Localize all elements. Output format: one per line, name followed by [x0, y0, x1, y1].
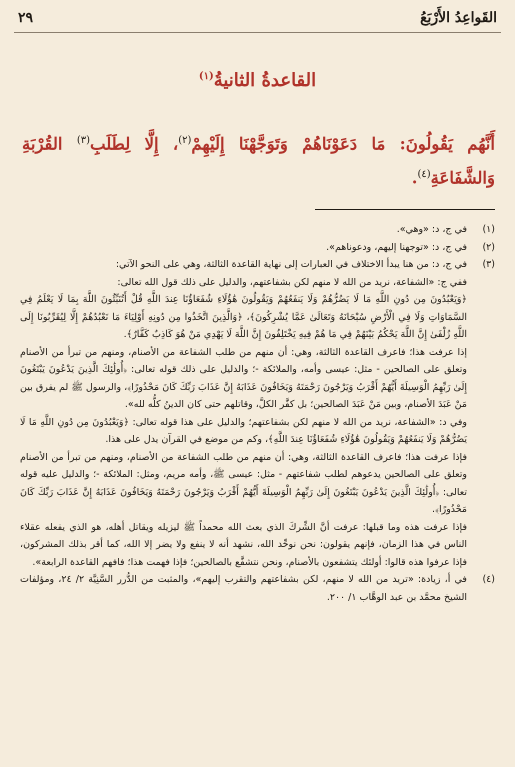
footnotes — [20, 221, 495, 606]
footnote-ref-4: (٤) — [417, 168, 431, 180]
footnote-ref-1: (١) — [198, 71, 214, 82]
footnote-paragraph: ففي ج: «الشفاعة، نريد من الله لا منهم لكن بشفاعتهم، والدليل على ذلك قول الله تعالى: — [117, 276, 467, 288]
footnote-number: (١) — [482, 224, 495, 235]
footnote-number: (٣) — [482, 259, 495, 270]
footnote-text: في ج، د: «وهي». — [396, 224, 467, 235]
footnote-paragraph: إذا عرفت هذا؛ فاعرف القاعدة الثالثة، وهي: أن منهم من طلب الشفاعة من الأصنام، ومنهم من تبرأ من الأصنام وتعلق على الصالحين - مثل: عيسى وأمه، والملائكة -؛ والدليل على ذلك قوله تعالى: ﴿أُولَٰئِكَ الَّذِينَ يَدْعُونَ يَبْتَغُونَ إِلَىٰ رَبِّهِمُ الْوَسِيلَةَ أَيُّهُمْ أَقْرَبُ وَيَرْجُونَ رَحْمَتَهُ وَيَخَافُونَ عَذَابَهُ إِنَّ عَذَابَ رَبِّكَ كَانَ مَحْذُورًا﴾، والرسول ﷺ لم يفرق بين مَنْ عَبَدَ الأصنام، وبين مَنْ عَبَدَ الصالحين؛ بل كفَّر الكلَّ، وقاتلهم حتى كان الدينُ كلُّه لله». — [20, 346, 467, 410]
footnote-ref-3: (٣) — [76, 135, 91, 146]
footnote-4 — [20, 571, 495, 606]
footnote-paragraph: فإذا عرفت هذه وما قبلها: عرفت أنَّ الشِّركَ الذي بعث الله محمداً ﷺ ليزيله ويقاتل أهله، هو الذي يفعله عقلاء الناس في هذا الزمان، فإنهم يقولون: نحن نوحِّد الله، نشهد أنه لا ينفع ولا يضر إلا الله، كما أقر بذلك المشركون، فإذا عرفوا هذه قالوا: أولئك يتشفعون بالأصنام، ونحن نتشفَّع بالصالحين؛ فإذا فهمت هذا؛ فافهم القاعدة الرابعة». — [20, 521, 467, 568]
main-text-part-3: القُرْبَةِ وَالشَّفَاعَةِ — [22, 134, 495, 187]
footnote-text: في ج، د: «توجهنا إليهم، ودعوناهم». — [326, 241, 467, 253]
footnote-number: (٤) — [482, 574, 495, 585]
page-header — [14, 4, 501, 33]
quran-verse: ﴿وَيَعْبُدُونَ مِن دُونِ اللَّهِ مَا لَا يَضُرُّهُمْ وَلَا يَنفَعُهُمْ وَيَقُولُونَ هَٰؤُلَاءِ شُفَعَاؤُنَا عِندَ اللَّهِ قُلْ أَتُنَبِّئُونَ اللَّهَ بِمَا لَا يَعْلَمُ فِي السَّمَاوَاتِ وَلَا فِي الْأَرْضِ سُبْحَانَهُ وَتَعَالَىٰ عَمَّا يُشْرِكُونَ﴾، ﴿وَالَّذِينَ اتَّخَذُوا مِن دُونِهِ أَوْلِيَاءَ مَا نَعْبُدُهُمْ إِلَّا لِيُقَرِّبُونَا إِلَى اللَّهِ زُلْفَىٰ إِنَّ اللَّهَ يَحْكُمُ بَيْنَهُمْ فِي مَا هُمْ فِيهِ يَخْتَلِفُونَ إِنَّ اللَّهَ لَا يَهْدِي مَنْ هُوَ كَاذِبٌ كَفَّارٌ﴾. — [20, 294, 467, 340]
footnote-paragraph: وفي د: «الشفاعة، نريد من الله لا منهم لكن بشفاعتهم؛ والدليل على هذا قوله تعالى: ﴿وَيَعْبُدُونَ مِن دُونِ اللَّهِ مَا لَا يَضُرُّهُمْ وَلَا يَنفَعُهُمْ وَيَقُولُونَ هَٰؤُلَاءِ شُفَعَاؤُنَا عِندَ اللَّهِ﴾، وكم من موضع في القرآن يدل على هذا. — [20, 416, 467, 445]
footnote-paragraph: في ج، د: من هنا يبدأ الاختلاف في العبارات إلى نهاية القاعدة الثالثة، وهي على النحو الآتي: — [115, 259, 467, 270]
section-title-text: القاعدةُ الثانيةُ — [213, 70, 317, 91]
main-text-part-1: أَنَّهُم يَقُولُونَ: مَا دَعَوْنَاهُمْ وَتَوَجَّهْنَا إِلَيْهِمْ — [191, 134, 495, 154]
footnote-paragraph: فإذا عرفت هذا؛ فاعرف القاعدة الثالثة، وهي: أن منهم من طلب الشفاعة من الأصنام، ومنهم من تبرأ من الأصنام وتعلق على الصالحين يدعوهم لطلب شفاعتهم - مثل: عيسى ﷺ، وأمه مريم، ومثل: الملائكة -؛ والدليل عليه قوله تعالى: ﴿أُولَٰئِكَ الَّذِينَ يَدْعُونَ يَبْتَغُونَ إِلَىٰ رَبِّهِمُ الْوَسِيلَةَ أَيُّهُمْ أَقْرَبُ وَيَرْجُونَ رَحْمَتَهُ وَيَخَافُونَ عَذَابَهُ إِنَّ عَذَابَ رَبِّكَ كَانَ مَحْذُورًا﴾. — [20, 451, 467, 515]
footnote-2 — [20, 239, 495, 257]
running-head-title: القَواعِدُ الأَرْبَعُ — [420, 10, 497, 26]
footnote-1 — [20, 221, 495, 239]
page-number: ٢٩ — [18, 10, 34, 26]
footnote-separator — [315, 209, 495, 210]
section-heading — [0, 70, 515, 91]
section-title — [199, 70, 316, 91]
footnote-text: في أ، زيادة: «تريد من الله لا منهم، لكن بشفاعتهم والتقرب إليهم»، والمثبت من الدُّرر السَّنِيَّة ٢/ ٢٤، ومؤلفات الشيخ محمَّد بن عبد الوهَّاب ١/ ٢٠٠. — [20, 574, 467, 603]
footnote-3 — [20, 256, 495, 571]
main-text-part-4: . — [411, 168, 418, 187]
footnote-text — [20, 256, 467, 571]
main-text — [22, 126, 495, 193]
footnote-ref-2: (٢) — [178, 135, 192, 146]
main-text-part-2: ، إِلَّا لِطَلَبِ — [90, 134, 179, 154]
footnote-number: (٢) — [482, 241, 495, 253]
